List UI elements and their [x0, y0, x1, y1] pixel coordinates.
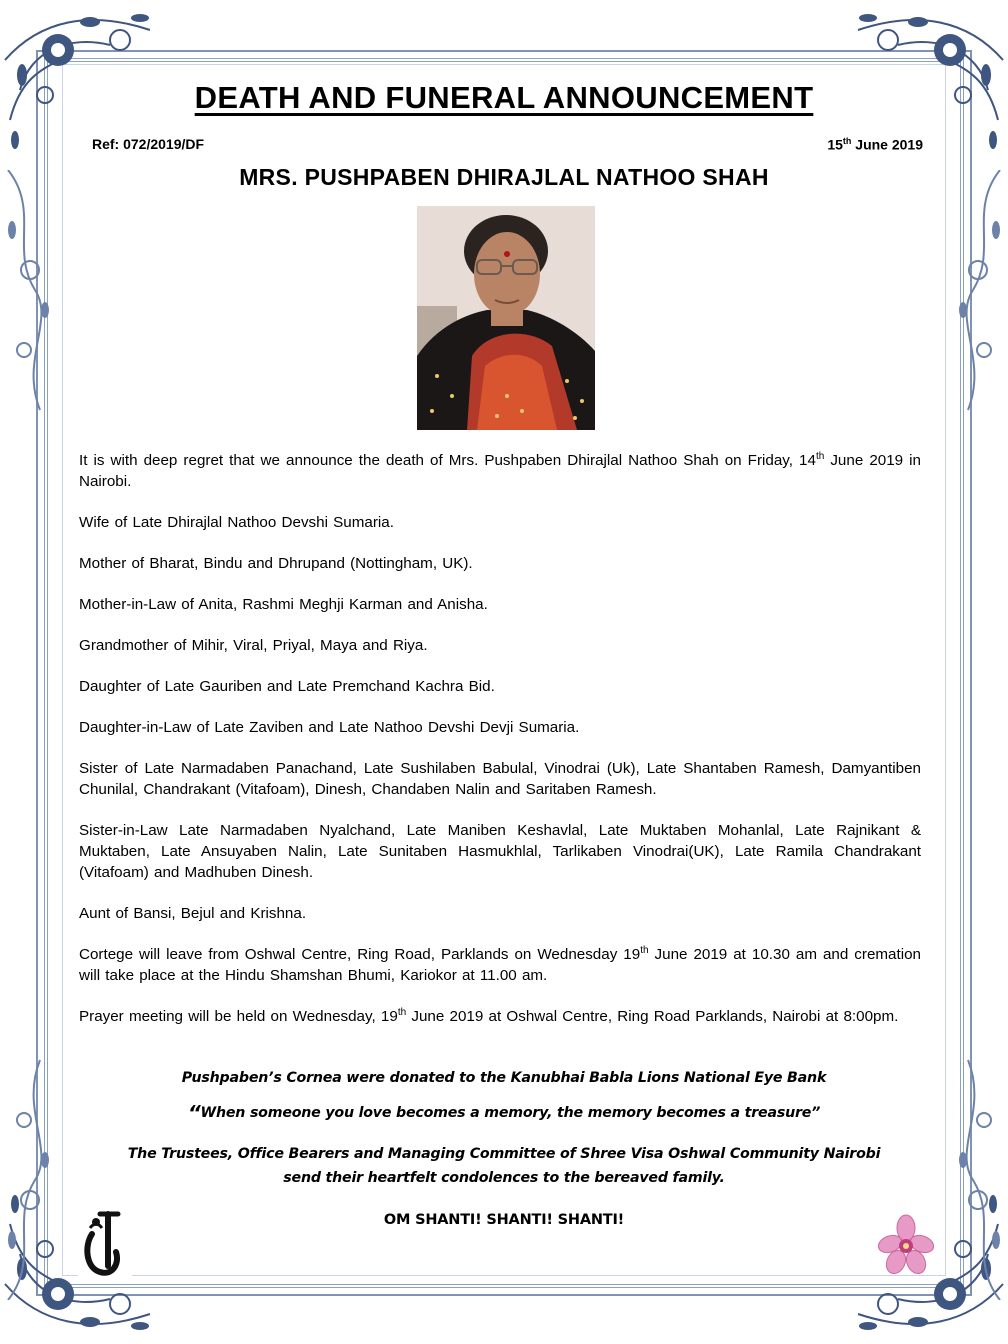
- portrait-photo: [417, 206, 595, 430]
- announcement-body: [79, 450, 921, 1047]
- jain-symbol-icon: [78, 1206, 132, 1284]
- daughter-in-law-paragraph: Daughter-in-Law of Late Zaviben and Late Nathoo Devshi Devji Sumaria.: [79, 719, 580, 736]
- reference-number: Ref: 072/2019/DF: [92, 136, 205, 152]
- mother-in-law-paragraph: Mother-in-Law of Anita, Rashmi Meghji Karman and Anisha.: [79, 596, 488, 613]
- prayer-meeting-paragraph: Prayer meeting will be held on Wednesday, 19th June 2019 at Oshwal Centre, Ring Road Parklands, Nairobi at 8:00pm.: [79, 1006, 899, 1025]
- condolence-message: The Trustees, Office Bearers and Managing Committee of Shree Visa Oshwal Community Nairobi send their heartfelt condolences to the bereaved family.: [127, 1146, 881, 1186]
- side-scroll-ornament-icon: [0, 170, 60, 430]
- wife-of-paragraph: Wife of Late Dhirajlal Nathoo Devshi Sumaria.: [79, 514, 394, 531]
- memorial-quote: “When someone you love becomes a memory, the memory becomes a treasure”: [187, 1101, 821, 1125]
- side-scroll-ornament-icon: [948, 170, 1008, 430]
- announcement-date: 15th June 2019: [827, 136, 923, 153]
- deceased-name: MRS. PUSHPABEN DHIRAJLAL NATHOO SHAH: [239, 164, 769, 190]
- sister-in-law-paragraph: Sister-in-Law Late Narmadaben Nyalchand, Late Maniben Keshavlal, Late Muktaben Mohanlal, Late Rajnikant & Muktaben, Late Ansuyaben Nalin, Late Sunitaben Hasmukhlal, Tarlikaben Vinodrai(UK), Late Ramila Chandrakant (Vitafoam) and Madhuben Dinesh.: [79, 822, 921, 881]
- sister-paragraph: Sister of Late Narmadaben Panachand, Late Sushilaben Babulal, Vinodrai (Uk), Late Shantaben Ramesh, Damyantiben Chunilal, Chandrakant (Vitafoam), Dinesh, Chandaben Nalin and Saritaben Ramesh.: [79, 760, 921, 798]
- aunt-paragraph: Aunt of Bansi, Bejul and Krishna.: [79, 905, 307, 922]
- death-notice-paragraph: It is with deep regret that we announce the death of Mrs. Pushpaben Dhirajlal Nathoo Shah on Friday, 14th June 2019 in Nairobi.: [79, 450, 921, 490]
- announcement-title: DEATH AND FUNERAL ANNOUNCEMENT: [194, 80, 814, 115]
- om-shanti-closing: OM SHANTI! SHANTI! SHANTI!: [383, 1212, 625, 1228]
- cortege-paragraph: Cortege will leave from Oshwal Centre, Ring Road, Parklands on Wednesday 19th June 2019 at 10.30 am and cremation will take place at the Hindu Shamshan Bhumi, Kariokor at 11.00 am.: [79, 944, 921, 984]
- grandmother-paragraph: Grandmother of Mihir, Viral, Priyal, Maya and Riya.: [79, 637, 428, 654]
- orchid-flower-icon: [878, 1214, 934, 1280]
- cornea-donation-note: Pushpaben’s Cornea were donated to the Kanubhai Babla Lions National Eye Bank: [181, 1070, 827, 1086]
- mother-of-paragraph: Mother of Bharat, Bindu and Dhrupand (Nottingham, UK).: [79, 555, 473, 572]
- daughter-paragraph: Daughter of Late Gauriben and Late Premchand Kachra Bid.: [79, 678, 495, 695]
